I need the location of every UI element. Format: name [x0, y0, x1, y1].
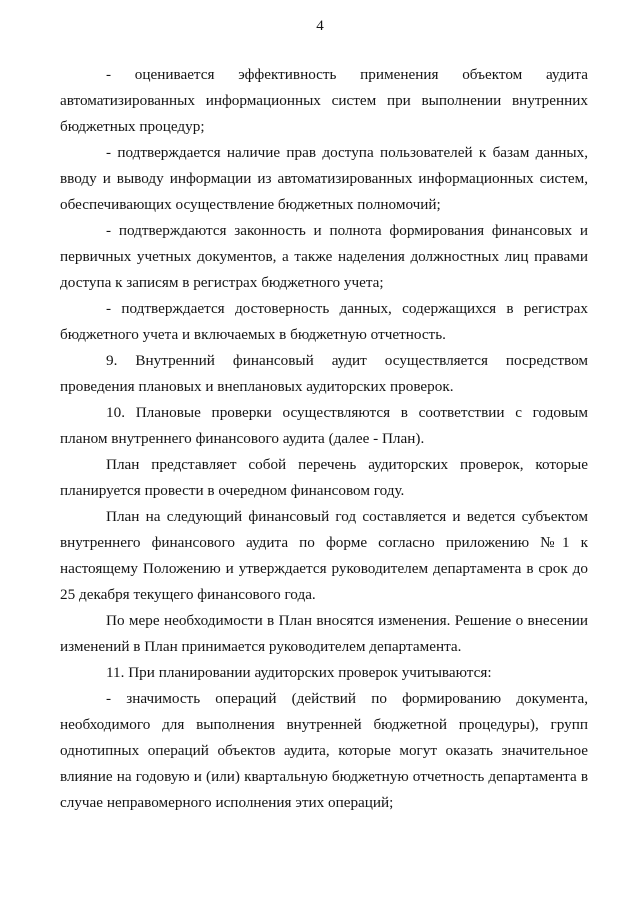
document-body — [60, 62, 588, 816]
paragraph-plan-changes: По мере необходимости в План вносятся изменения. Решение о внесении изменений в План принимается руководителем департамента. — [60, 612, 588, 655]
paragraph-legality-completeness: - подтверждаются законность и полнота формирования финансовых и первичных учетных документов, а также наделения должностных лиц правами доступа к записям в регистрах бюджетного учета; — [60, 222, 588, 291]
paragraph-efficiency-ais: - оценивается эффективность применения объектом аудита автоматизированных информационных систем при выполнении внутренних бюджетных процедур; — [60, 66, 588, 135]
paragraph-plan-definition: План представляет собой перечень аудиторских проверок, которые планируется провести в очередном финансовом году. — [60, 456, 588, 499]
paragraph-item-11: 11. При планировании аудиторских проверок учитываются: — [106, 664, 492, 681]
paragraph-item-9: 9. Внутренний финансовый аудит осуществляется посредством проведения плановых и внеплановых аудиторских проверок. — [60, 352, 588, 395]
paragraph-access-rights: - подтверждается наличие прав доступа пользователей к базам данных, вводу и выводу информации из автоматизированных информационных систем, обеспечивающих осуществление бюджетных полномочий; — [60, 144, 588, 213]
paragraph-item-10: 10. Плановые проверки осуществляются в соответствии с годовым планом внутреннего финансового аудита (далее - План). — [60, 404, 588, 447]
page-number: 4 — [316, 18, 324, 34]
paragraph-significance-operations: - значимость операций (действий по формированию документа, необходимого для выполнения внутренней бюджетной процедуры), групп однотипных операций объектов аудита, которые могут оказать значительное влияние на годовую и (или) квартальную бюджетную отчетность департамента в случае неправомерного исполнения этих операций; — [60, 690, 588, 811]
paragraph-plan-preparation: План на следующий финансовый год составляется и ведется субъектом внутреннего финансового аудита по форме согласно приложению №1 к настоящему Положению и утверждается руководителем департамента в срок до 25 декабря текущего финансового года. — [60, 508, 588, 603]
paragraph-data-reliability: - подтверждается достоверность данных, содержащихся в регистрах бюджетного учета и включаемых в бюджетную отчетность. — [60, 300, 588, 343]
